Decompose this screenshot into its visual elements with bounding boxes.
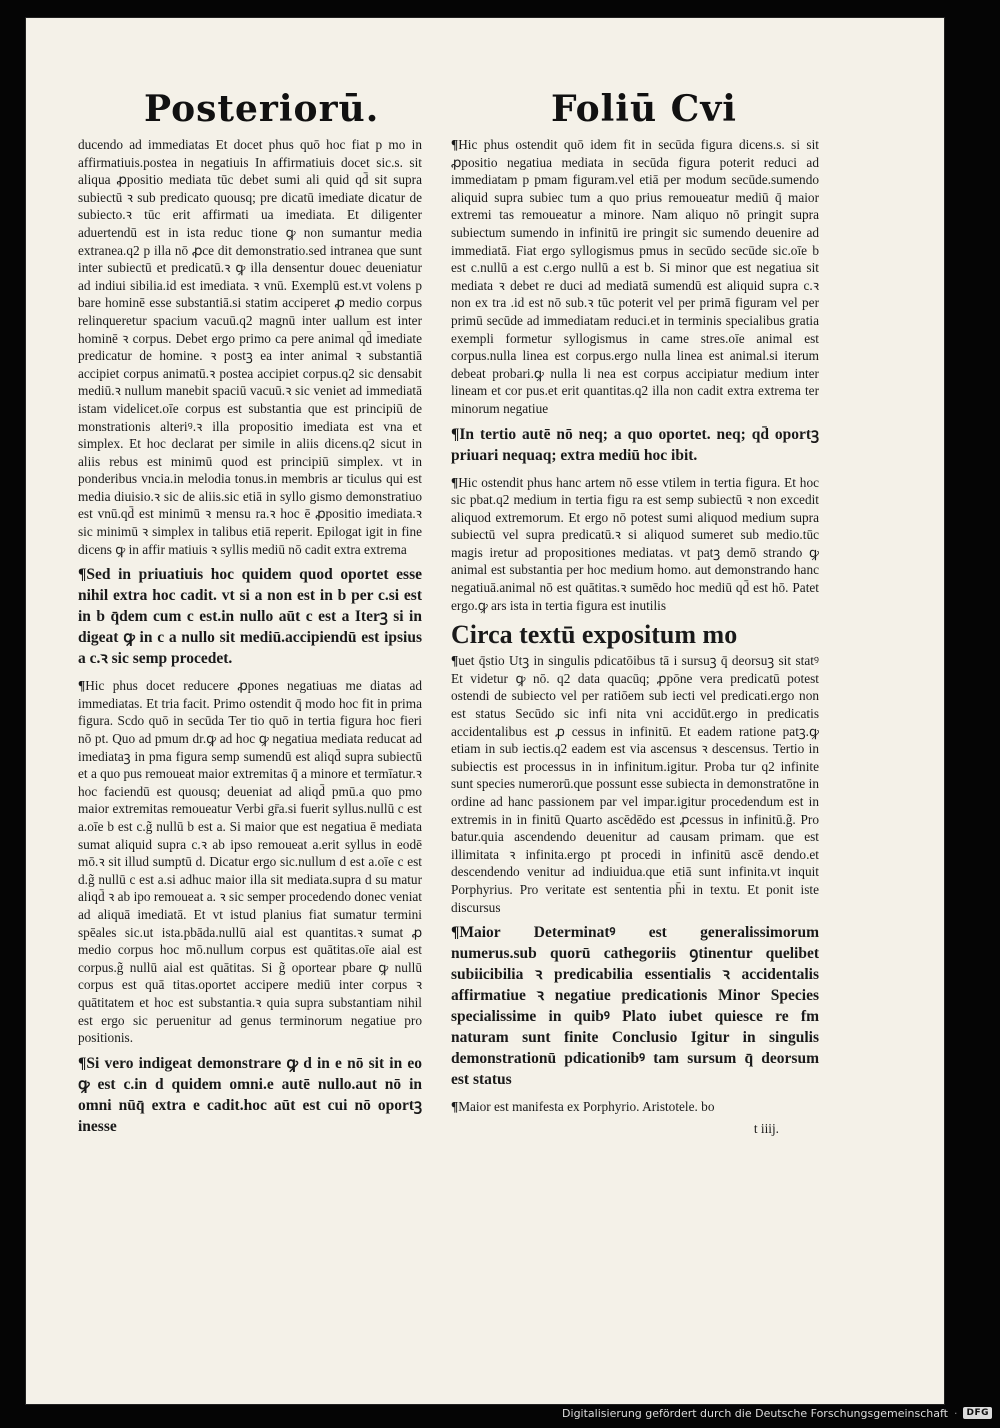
left-column-text-0 xyxy=(78,136,422,558)
pilcrow-icon: ¶ xyxy=(451,924,460,942)
running-head-right: Foliū Cvi xyxy=(551,88,737,130)
pilcrow-icon: ¶ xyxy=(451,1099,459,1115)
right-column-sig-7 xyxy=(451,1120,779,1138)
footer-separator: · xyxy=(953,1406,958,1420)
paragraph-text: Hic ostendit phus hanc artem nō esse vtilem in tertia figura. Et hoc sic pbat.q2 medium in tertia figu ra est semp subiectū ꝛ non excedit aliquod extremorum. Et ergo nō potest sumi aliquod medium supra subiectū vel supra predicatū.ꝛ si aliquod sumeret sub medio.tūc magis iretur ad propositiones mediatas. vt patꝫ demō strando ꝙ animal est substantia per hoc medium homo. aut demonstrando hanc negatiuā.animal nō est quātitas.ꝛ sumēdo hoc mediū qd̄ est hō. Patet ergo.ꝙ ars ista in tertia figura est inutilis xyxy=(451,474,819,613)
paragraph-text: Maior Determinatꝰ est generalissimorum numerus.sub quorū cathegoriis ꝯtinentur quelibet subiicibilia ꝛ predicabilia essentialis ꝛ accidentalis affirmatiue ꝛ negatiue predicationis Minor Species specialissime in quibꝰ Plato iubet quiesce re fm naturam sunt finite Conclusio Igitur in singulis demonstrationū pdicationibꝰ tam sursum q̄ deorsum est status xyxy=(451,924,819,1089)
pilcrow-icon: ¶ xyxy=(451,474,459,490)
pilcrow-icon: ¶ xyxy=(451,653,459,669)
paragraph-text: ducendo ad immediatas Et docet phus quō hoc fiat p mo in affirmatiuis.postea in negatiuis In affirmatiuis docet sic.s. sit aliqua ꝓpositio mediata tūc debet sumi ali quid qd̄ sit supra subiectū ꝛ sub predicato quousq; pre dicatū imediate dicatur de subiecto.ꝛ tūc erit affirmati ua imediata. Et diligenter aduertendū est in ista reduc tione ꝙ non sumantur media extranea.q2 p illa nō ꝓce dit demonstratio.sed intranea que sunt inter subiectū et predicatū.ꝛ ꝙ illa densentur douec deueniatur ad indiui sibilia.id est imediata. ꝛ vnū. Exemplū est.vt volens p bare hominē esse substantiā.si statim acciperet ꝓ medio corpus relinqueretur spacium vacuū.q2 magnū inter uallum est inter hominē ꝛ corpus. Debet ergo primo ca pere animal qd̄ imediate predicatur de homine. ꝛ postꝫ ea inter animal ꝛ substantiā accipiet corpus animatū.ꝛ postea accipiet corpus.q2 sic densabit mediū.ꝛ nullum manebit spaciū vacuū.ꝛ sic veniet ad immediatā istam videlicet.oīe corpus est substantia que est principiū de monstrationis alteriꝰ.ꝛ illa propositio imediata est vna et simplex. Et hoc declarat per simile in aliis dicens.q2 sicut in aliis rebus est minimū quod est principiū simplex. vt in ponderibus vncia.in melodia tonus.in membris ar ticulus qui est media diuisio.ꝛ sic de aliis.sic etiā in syllo gismo demonstratiuo est vnū.qd̄ est minimū ꝛ mensu ra.ꝛ hoc ē ꝓpositio imediata.ꝛ sic minimū ꝛ simplex in talibus etiā reperit. Epilogat igit in fine dicens ꝙ in affir matiuis ꝛ syllis mediū nō cadit extra extrema xyxy=(78,137,422,557)
left-column xyxy=(78,136,422,1145)
paragraph-text: Circa textū expositum mo xyxy=(451,620,738,650)
right-column-text-0 xyxy=(451,136,819,418)
pilcrow-icon: ¶ xyxy=(78,678,86,694)
pilcrow-icon: ¶ xyxy=(451,137,459,152)
right-column-text-4 xyxy=(451,652,819,916)
left-column-lemma-1 xyxy=(78,564,422,669)
left-column-lemma-3 xyxy=(78,1053,422,1137)
book-page xyxy=(26,18,944,1404)
right-column-text-6 xyxy=(451,1098,819,1116)
paragraph-text: Hic phus docet reducere ꝓpones negatiuas me diatas ad immediatas. Et tria facit. Primo ostendit q̄ modo hoc fit in prima figura. Scdo quō in secūda Ter tio quō in tertia figura hoc fieri nō pt. Quo ad pmum dr.ꝙ ad hoc ꝙ negatiua mediata reducat ad imediataꝫ in pma figura semp sumendū est aliqd̄ supra subiectū et a quo pus remoueat maior extremitas q̄ a minore et termīatur.ꝛ hoc faciendū est quousq; deueniat ad aliqd̄ pmū.a quo pmo maior extremitas remoueatur Verbi gr̄a.si fuerit syllus.nullū c est a.oīe b est c.g̃ nullū b est a. Si maior que est negatiua ē mediata sumat aliquid supra c.ꝛ ab ipso remoueat a.erit syllus in eodē mō.ꝛ sit illud sumptū d. Dicatur ergo sic.nullum d est a.oīe c est d.g̃ nullū c est a.si adhuc maior illa sit mediata.supra d su matur aliqd̄ ꝛ ab ipo remoueat a. ꝛ sic semper procedendo donec veniat ad aliquā imediatā. Et vt istud planius fiat sumatur termini spēales sic.ut ista.pbāda.nullū aial est quantitas.ꝛ sumat ꝓ medio corpus hoc mō.nullum corpus est quātitas.oīe aial est corpus.g̃ nullū aial est quātitas. Si g̃ oportear pbare ꝙ nullū corpus est quā titas.oportet accipere mediū inter corpus ꝛ quātitatem et hoc est substantia.ꝛ quia supra substantiam nihil est ergo sic peruenitur ad genus terminorum negatiue pro positionis. xyxy=(78,678,422,1046)
paragraph-text: Maior est manifesta ex Porphyrio. Aristotele. bo xyxy=(458,1099,715,1115)
footer-bar xyxy=(562,1406,992,1420)
right-column xyxy=(451,136,819,1143)
right-column-text-2 xyxy=(451,474,819,615)
right-column-lemma-1 xyxy=(451,424,819,466)
paragraph-text: Sed in priuatiuis hoc quidem quod oportet esse nihil extra hoc cadit. vt si a non est in b per c.si est in b q̄dem cum c est.in nullo aūt c est a Iterꝫ si in digeat ꝙ in c a nullo sit mediū.accipiendū est ipsius a c.ꝛ sic semp procedet. xyxy=(78,566,422,668)
right-column-lemma-5 xyxy=(451,922,819,1090)
pilcrow-icon: ¶ xyxy=(451,425,460,443)
right-column-heading-3 xyxy=(451,620,819,650)
left-column-text-2 xyxy=(78,677,422,1046)
paragraph-text: Hic phus ostendit quō idem fit in secūda figura dicens.s. si sit ꝓpositio negatiua mediata in secūda figura poterit reduci ad immediatam p pmam figuram.vel etiā per modum secūde.sumendo aliquid supra subiec tum a quo prius remoueatur mediū q̄ maior extremi tas remoueatur a minore. Nam aliquo nō pringit supra subiectum sumendo in infinitū ire pringit sic sumendo deuenire ad immediatā. Fiat ergo syllogismus pmus in secūdo secūde sic.oīe b est c.nullū a est c.ergo nullū a est b. Si minor que est negatiua sit mediata ꝛ debet re duci ad mediatā sumendū est aliquid supra c.ꝛ non ex tra .id est nō sub.ꝛ tūc poterit vel per primā figuram vel per primū secūde ad immediatam reduci.et in terminis specialibus gratia exempli formetur syllogismus in came stres.oīe animal est corpus.nulla linea est corpus.ergo nulla linea est animal.si iterum debeat probari.ꝙ nulla li nea est corpus accipiatur medium inter lineam et cor pus.et erit quantitas.q2 illa non cadit extra extrema ter minorum negatiue xyxy=(451,137,819,416)
paragraph-text: uet q̄stio Utꝫ in singulis pdicatōibus tā i sursuꝫ q̄ deorsuꝫ sit statꝰ Et videtur ꝙ nō. q2 data quacūq; ꝓpōne vera predicatū potest ostendi de subiecto vel per ratiōem sub iecti vel predicati.ergo non est status Secūdo sic infi nita vni accidūt.ergo in predicatis accidentalibus est ꝓ cessus in infinitū. Et eadem ratione patꝫ.ꝙ etiam in sub iectis.q2 eadem est via ascensus ꝛ descensus. Tertio in subiectis est processus in in infinitum.igitur. Proba tur q2 infinite sunt species numerorū.que possunt esse subiecta in demonstratōne in ordine ad hanc passionem par vel impar.igitur procedendum est in extremis in in finitū Quarto ascēdēdo est ꝓcessus in infinitū.g̃. Pro batur.quia ascendendo deuenitur ad causam primam. que est illimitata ꝛ infinita.ergo pt procedi in infinitū ascē dendo.et descendendo venitur ad indiuidua.que etiā sunt infinita.vt inquit Porphyrius. Pro veritate est sententia ph̄i in textu. Et ponit iste discursus xyxy=(451,653,819,915)
pilcrow-icon: ¶ xyxy=(78,566,87,584)
running-head-left: Posteriorū. xyxy=(144,88,380,130)
paragraph-text: t iiij. xyxy=(753,1120,779,1136)
pilcrow-icon: ¶ xyxy=(78,1054,87,1072)
paragraph-text: Si vero indigeat demonstrare ꝙ d in e nō sit in eo ꝙ est c.in d quidem omni.e autē nullo.aut nō in omni nūq̄ extra e cadit.hoc aūt est cui nō oportꝫ inesse xyxy=(78,1054,422,1135)
paragraph-text: In tertio autē nō neq; a quo oportet. neq; qd̄ oportꝫ priuari nequaq; extra mediū hoc ibit. xyxy=(451,425,819,464)
footer-text: Digitalisierung gefördert durch die Deutsche Forschungsgemeinschaft xyxy=(562,1406,948,1420)
dfg-logo-icon: DFG xyxy=(963,1407,992,1419)
